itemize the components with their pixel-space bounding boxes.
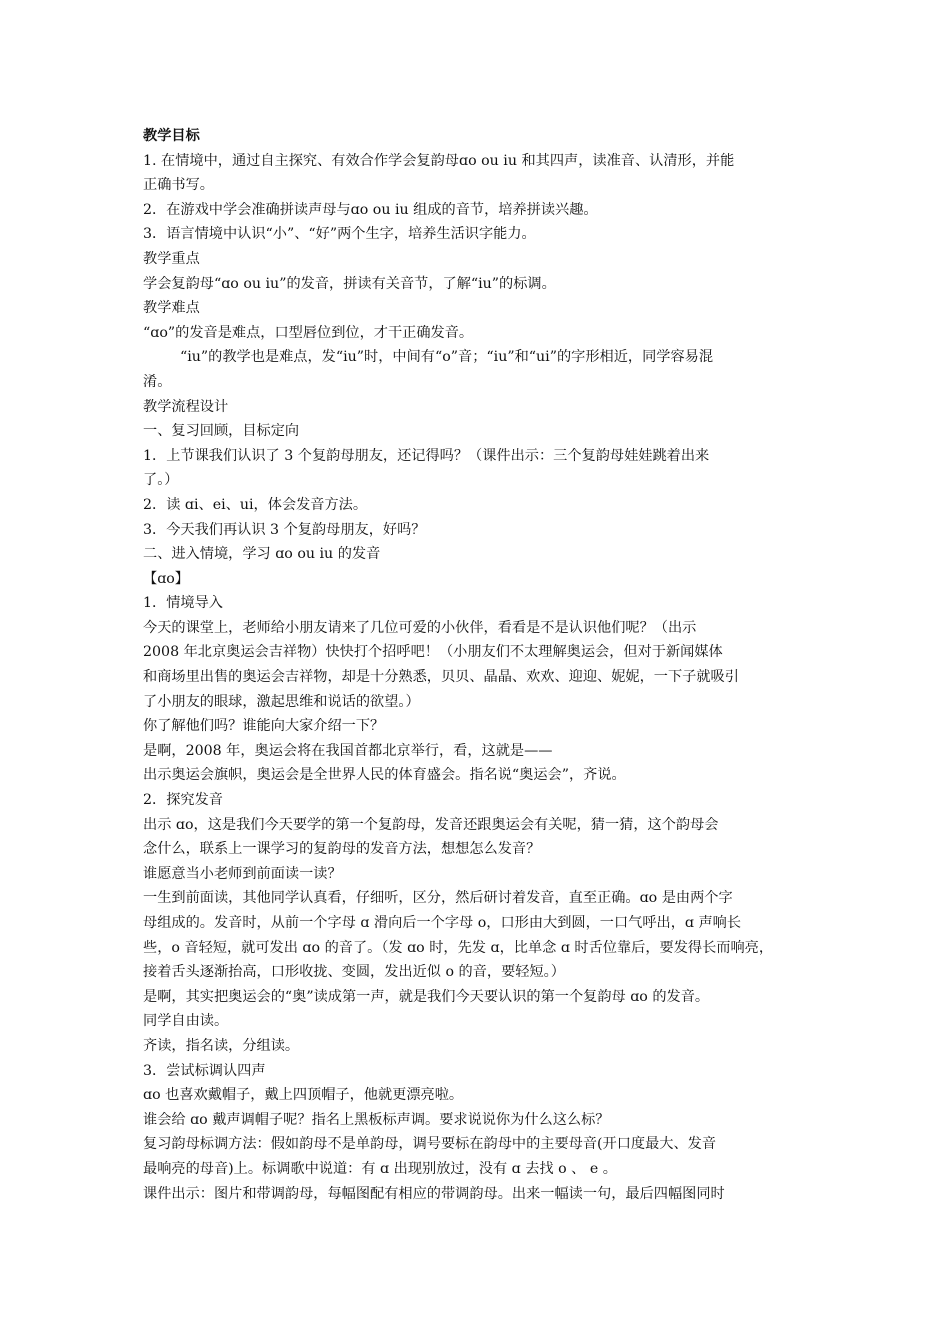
text-line: 学会复韵母“ɑo ou iu”的发音，拼读有关音节，了解“iu”的标调。	[143, 275, 556, 292]
text-line: 最响亮的母音)上。标调歌中说道：有 ɑ 出现别放过，没有 ɑ 去找 o 、 e 。	[143, 1160, 617, 1177]
text-line: 二、进入情境，学习 ɑo ou iu 的发音	[143, 546, 381, 563]
text-line: 谁会给 ɑo 戴声调帽子呢？指名上黑板标声调。要求说说你为什么这么标？	[143, 1111, 610, 1128]
text-line: 2．读 ɑi、ei、ui，体会发音方法。	[143, 496, 368, 513]
text-line: “ɑo”的发音是难点，口型唇位到位，才干正确发音。	[143, 324, 474, 341]
document-page	[143, 124, 811, 1206]
text-line: 1. 在情境中，通过自主探究、有效合作学会复韵母ɑo ou iu 和其四声，读准音、认清形，并能	[143, 152, 735, 169]
text-line: 1．上节课我们认识了 3 个复韵母朋友，还记得吗？（课件出示：三个复韵母娃娃跳着出来	[143, 447, 710, 464]
text-line: 1．情境导入	[143, 595, 223, 612]
text-line: 3．语言情境中认识“小”、“好”两个生字，培养生活识字能力。	[143, 226, 536, 243]
text-line: 母组成的。发音时，从前一个字母 ɑ 滑向后一个字母 o，口形由大到圆，一口气呼出，ɑ 声响长	[143, 915, 742, 931]
text-line: 你了解他们吗？谁能向大家介绍一下？	[143, 718, 385, 735]
text-line: 淆。	[143, 373, 172, 390]
text-line: 2．探究发音	[143, 792, 223, 809]
text-line: 一、复习回顾，目标定向	[143, 423, 300, 440]
text-line: 一生到前面读，其他同学认真看，仔细听，区分，然后研讨着发音，直至正确。ɑo 是由两个字	[143, 890, 733, 907]
text-line: 教学难点	[143, 300, 200, 317]
text-line: 教学重点	[143, 250, 200, 267]
text-line: 课件出示：图片和带调韵母，每幅图配有相应的带调韵母。出来一幅读一句，最后四幅图同时	[143, 1185, 725, 1202]
text-line: 教学流程设计	[143, 398, 229, 415]
text-line: 同学自由读。	[143, 1013, 229, 1030]
text-line: 3．今天我们再认识 3 个复韵母朋友，好吗？	[143, 521, 426, 538]
text-line: 些，o 音轻短，就可发出 ɑo 的音了。（发 ɑo 时，先发 ɑ，比单念 ɑ 时舌位靠后，要发得长而响亮，	[143, 939, 774, 956]
section-heading: 教学目标	[143, 128, 200, 144]
text-line: 是啊，2008 年，奥运会将在我国首都北京举行，看，这就是——	[143, 742, 553, 759]
text-line: 3．尝试标调认四声	[143, 1062, 266, 1079]
text-line: 念什么，联系上一课学习的复韵母的发音方法，想想怎么发音？	[143, 841, 541, 858]
text-line: “iu”的教学也是难点，发“iu”时，中间有“o”音；“iu”和“ui”的字形相近，同学容易混	[180, 349, 714, 366]
text-line: 出示 ɑo，这是我们今天要学的第一个复韵母，发音还跟奥运会有关呢，猜一猜，这个韵母会	[143, 816, 719, 833]
text-line: 了。）	[143, 472, 179, 489]
text-line: 了小朋友的眼球，激起思维和说话的欲望。）	[143, 693, 420, 710]
text-line: 和商场里出售的奥运会吉祥物，却是十分熟悉，贝贝、晶晶、欢欢、迎迎、妮妮，一下子就吸引	[143, 669, 739, 686]
text-line: 正确书写。	[143, 177, 214, 194]
text-line: 齐读，指名读，分组读。	[143, 1037, 300, 1054]
text-line: 复习韵母标调方法：假如韵母不是单韵母，调号要标在韵母中的主要母音(开口度最大、发音	[143, 1136, 717, 1153]
text-line: 谁愿意当小老师到前面读一读？	[143, 865, 342, 882]
text-line: ɑo 也喜欢戴帽子，戴上四顶帽子，他就更漂亮啦。	[143, 1087, 464, 1104]
text-line: 是啊，其实把奥运会的“奥”读成第一声，就是我们今天要认识的第一个复韵母 ɑo 的发音。	[143, 988, 710, 1005]
text-line: 2．在游戏中学会准确拼读声母与ɑo ou iu 组成的音节，培养拼读兴趣。	[143, 201, 598, 218]
text-line: 今天的课堂上，老师给小朋友请来了几位可爱的小伙伴，看看是不是认识他们呢？（出示	[143, 619, 697, 636]
text-line: 2008 年北京奥运会吉祥物）快快打个招呼吧！（小朋友们不太理解奥运会，但对于新闻媒体	[143, 644, 723, 661]
text-line: 接着舌头逐渐抬高，口形收拢、变圆，发出近似 o 的音，要轻短。）	[143, 964, 565, 981]
text-line: 出示奥运会旗帜，奥运会是全世界人民的体育盛会。指名说“奥运会”，齐说。	[143, 767, 626, 784]
text-line: 【ɑo】	[143, 570, 189, 587]
